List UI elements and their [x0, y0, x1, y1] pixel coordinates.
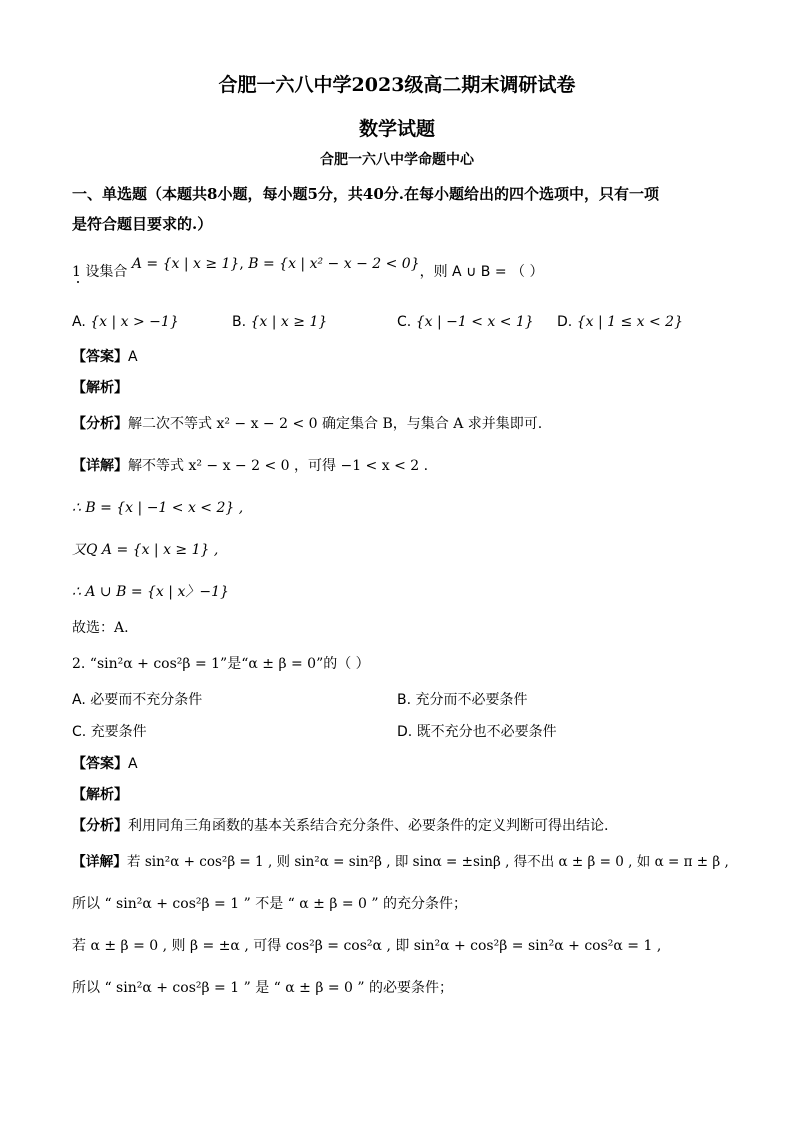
q2-option-d-label: D.	[397, 724, 413, 740]
q2-option-c	[72, 722, 147, 742]
q1-option-a	[72, 312, 179, 332]
q2-option-b-text: 充分而不必要条件	[415, 692, 528, 708]
q2-option-d-text: 既不充分也不必要条件	[416, 724, 557, 740]
q1-prompt-prefix: 设集合	[85, 264, 128, 280]
q1-analysis-tag: 【解析】	[72, 380, 128, 396]
q1-option-b-label: B.	[232, 314, 247, 330]
section-heading-line1: 一、单选题（本题共8小题，每小题5分，共40分.在每小题给出的四个选项中，只有一项	[72, 185, 659, 203]
exam-title: 合肥一六八中学2023级高二期末调研试卷	[218, 74, 576, 96]
exam-subtitle: 数学试题	[358, 118, 435, 140]
q1-option-c	[397, 312, 534, 332]
q1-fenxi	[72, 414, 542, 434]
q2-detail-line-2: 所以 “ sin²α + cos²β = 1 ” 不是 “ α ± β = 0 ” 的充分条件；	[72, 896, 468, 912]
q1-fenxi-text: 解二次不等式 x² − x − 2 < 0 确定集合 B，与集合 A 求并集即可.	[128, 416, 543, 432]
q1-option-a-text: {x | x > −1}	[90, 314, 179, 330]
q1-answer-tag: 【答案】	[72, 349, 128, 365]
q2-option-d	[397, 722, 557, 742]
q2-xiangjie	[72, 852, 729, 872]
q2-detail-line-1: 若 sin²α + cos²β = 1 , 则 sin²α = sin²β , 即 sinα = ±sinβ , 得不出 α ± β = 0 , 如 α = π ± β ,	[127, 854, 729, 870]
q2-option-b-label: B.	[397, 692, 412, 708]
q1-xiangjie-text: 解不等式 x² − x − 2 < 0 ，可得 −1 < x < 2 .	[128, 458, 429, 474]
q2-analysis-tag: 【解析】	[72, 787, 128, 803]
q1-set-b: B = {x | x² − x − 2 < 0}	[248, 256, 420, 272]
q1-number: 1	[72, 264, 81, 280]
section-heading-line2: 是符合题目要求的.）	[72, 215, 213, 233]
q2-option-a-text: 必要而不充分条件	[90, 692, 203, 708]
q2-option-a	[72, 690, 202, 710]
q2-analysis-heading	[72, 785, 128, 805]
q1-xiangjie	[72, 456, 428, 476]
q2-option-a-label: A.	[72, 692, 86, 708]
q2-answer-value: A	[128, 756, 138, 772]
q1-option-d-text: {x | 1 ≤ x < 2}	[576, 314, 683, 330]
q1-option-a-label: A.	[72, 314, 86, 330]
q1-option-c-label: C.	[397, 314, 412, 330]
q1-answer	[72, 347, 138, 367]
q1-prompt-suffix: ，则 A ∪ B = （ ）	[419, 264, 544, 280]
q2-fenxi-text: 利用同角三角函数的基本关系结合充分条件、必要条件的定义判断可得出结论.	[128, 818, 609, 834]
q2-fenxi-tag: 【分析】	[72, 818, 128, 834]
exam-source: 合肥一六八中学命题中心	[320, 152, 474, 168]
q1-fenxi-tag: 【分析】	[72, 416, 128, 432]
q1-step-3: ∴ A ∪ B = {x | x〉−1}	[72, 584, 229, 600]
q2-answer	[72, 754, 138, 774]
q2-fenxi	[72, 816, 608, 836]
stray-dot	[77, 281, 79, 283]
q2-option-c-label: C.	[72, 724, 87, 740]
q2-answer-tag: 【答案】	[72, 756, 128, 772]
q1-conclusion: 故选：A.	[72, 620, 129, 636]
q1-option-d	[557, 312, 683, 332]
q1-xiangjie-tag: 【详解】	[72, 458, 128, 474]
q1-step-2: 又Q A = {x | x ≥ 1} ,	[72, 542, 219, 558]
q2-option-b	[397, 690, 528, 710]
q2-detail-line-3: 若 α ± β = 0 , 则 β = ±α , 可得 cos²β = cos²α , 即 sin²α + cos²β = sin²α + cos²α = 1 ,	[72, 938, 662, 954]
q2-option-c-text: 充要条件	[90, 724, 147, 740]
q1-stem: 1 设集合 A = {x | x ≥ 1}, B = {x | x² − x − 2 < 0}，则 A ∪ B = （ ）	[72, 256, 544, 280]
q1-step-1: ∴ B = {x | −1 < x < 2} ,	[72, 500, 244, 516]
q1-option-b	[232, 312, 327, 332]
q1-option-b-text: {x | x ≥ 1}	[250, 314, 328, 330]
q1-answer-value: A	[128, 349, 138, 365]
q2-detail-line-4: 所以 “ sin²α + cos²β = 1 ” 是 “ α ± β = 0 ” 的必要条件；	[72, 980, 454, 996]
q2-xiangjie-tag: 【详解】	[72, 854, 128, 870]
q1-set-a: A = {x | x ≥ 1}	[131, 256, 240, 272]
q1-analysis-heading	[72, 378, 128, 398]
q2-stem: 2. “sin²α + cos²β = 1”是“α ± β = 0”的（ ）	[72, 656, 370, 672]
q1-option-c-text: {x | −1 < x < 1}	[415, 314, 534, 330]
q1-option-d-label: D.	[557, 314, 573, 330]
